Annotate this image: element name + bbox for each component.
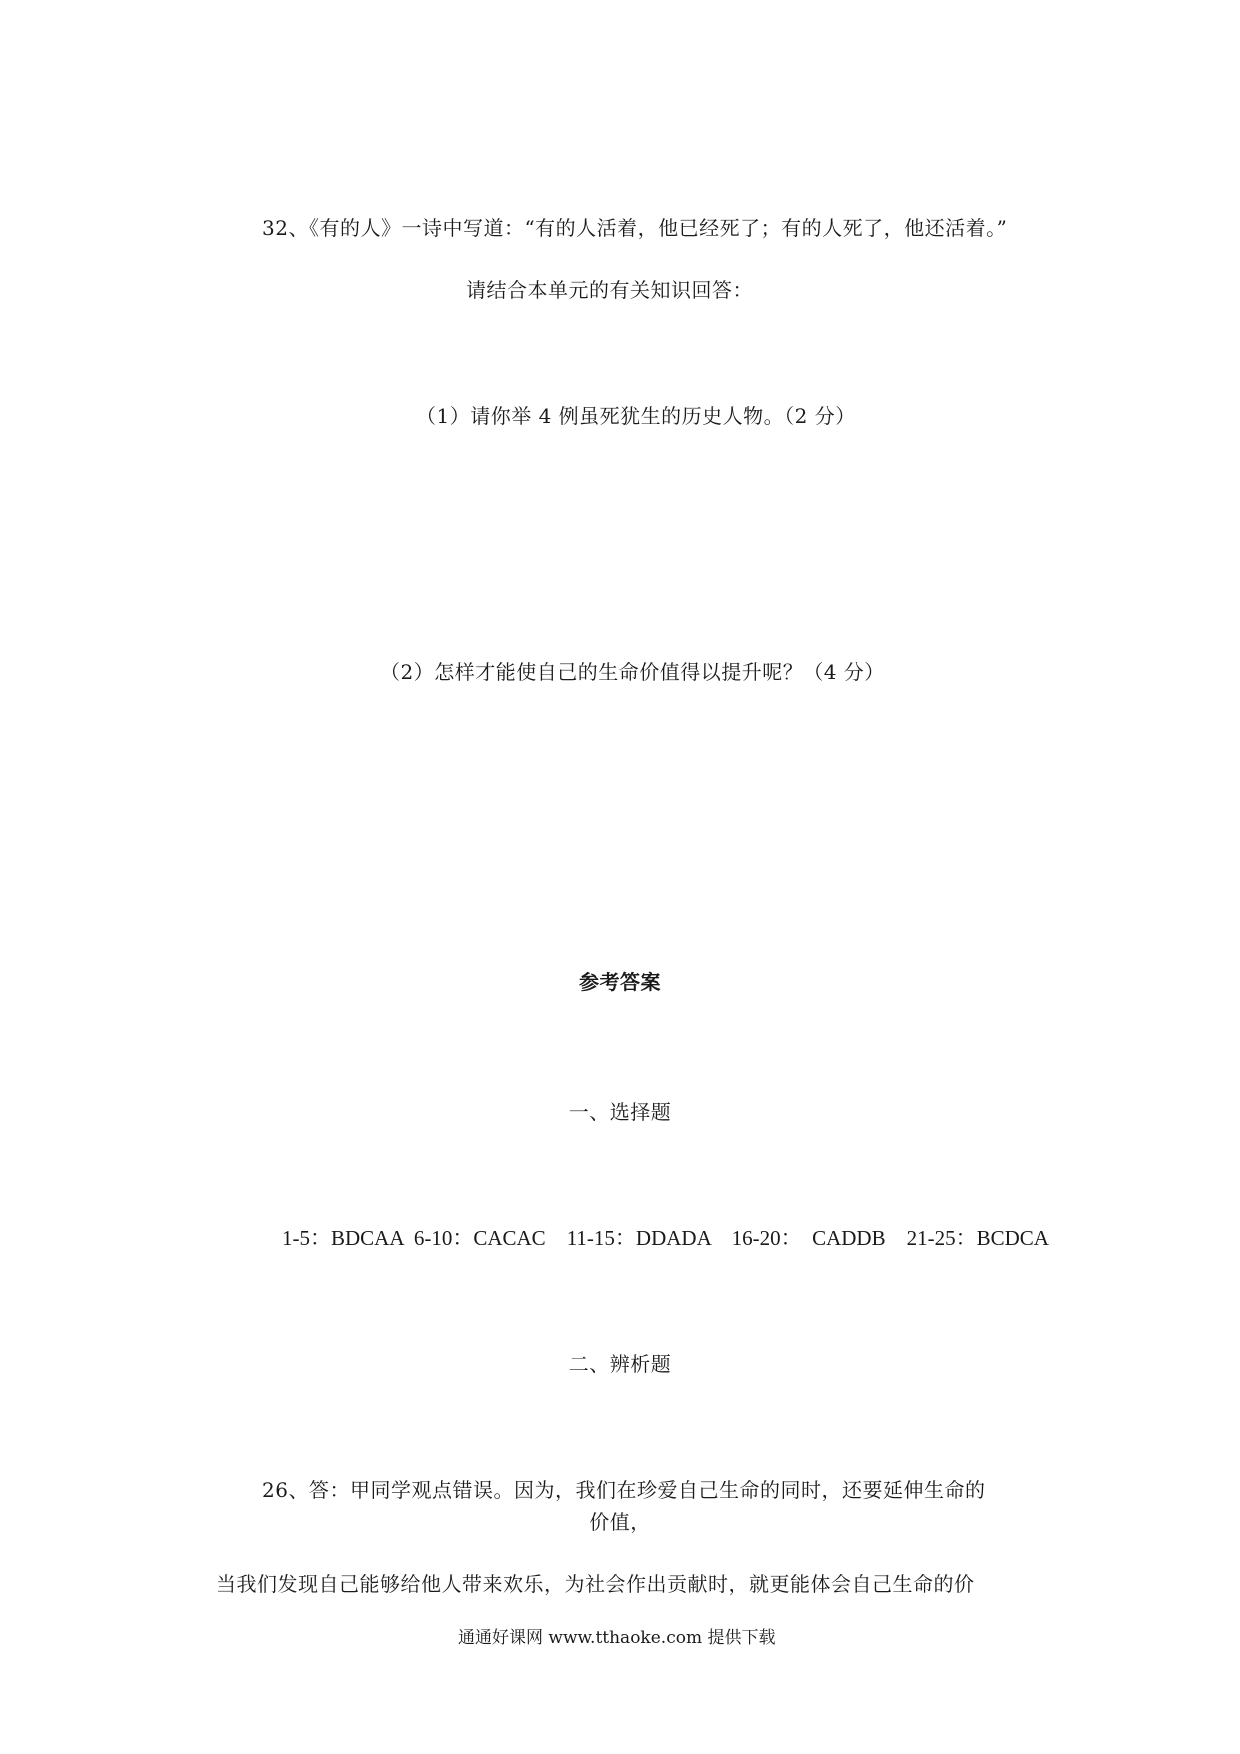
answer-key-title: 参考答案 — [579, 970, 661, 994]
section-1-heading: 一、选择题 — [568, 1100, 672, 1124]
question-32-stem: 32、《有的人》一诗中写道：“有的人活着，他已经死了；有的人死了，他还活着。” — [262, 216, 1008, 240]
multiple-choice-answers: 1-5：BDCAA 6-10：CACAC 11-15：DDADA 16-20： CADDB 21-25：BCDCA — [282, 1226, 1049, 1250]
question-32-instruction: 请结合本单元的有关知识回答： — [466, 278, 753, 302]
answer-26-line-1: 26、答：甲同学观点错误。因为，我们在珍爱自己生命的同时，还要延伸生命的 — [262, 1478, 986, 1502]
question-32-part-1: （1）请你举 4 例虽死犹生的历史人物。（2 分） — [416, 404, 856, 428]
answer-26-line-2: 价值， — [589, 1510, 651, 1534]
footer-credit: 通通好课网 www.tthaoke.com 提供下载 — [458, 1628, 776, 1648]
answer-26-line-3: 当我们发现自己能够给他人带来欢乐，为社会作出贡献时，就更能体会自己生命的价 — [216, 1572, 975, 1596]
section-2-heading: 二、辨析题 — [568, 1352, 672, 1376]
question-32-part-2: （2）怎样才能使自己的生命价值得以提升呢？（4 分） — [380, 660, 885, 684]
